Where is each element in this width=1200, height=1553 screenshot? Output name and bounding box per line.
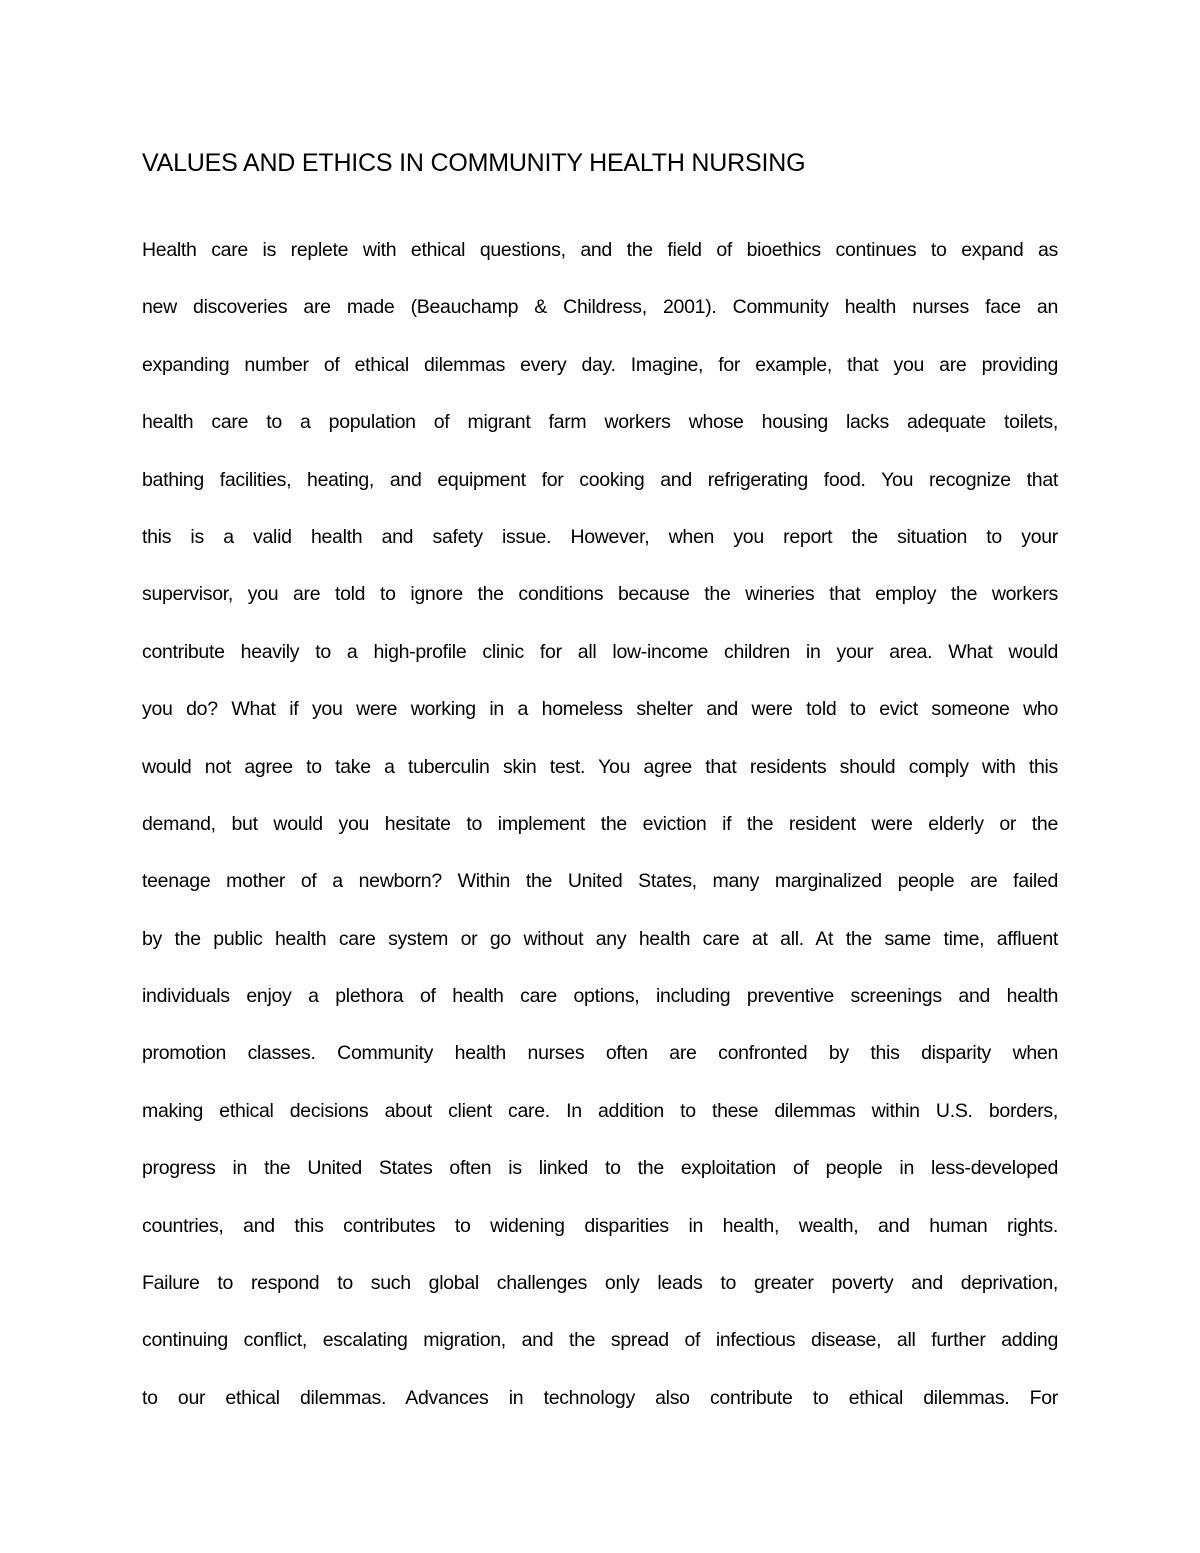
text-line: bathing facilities, heating, and equipment for cooking and refrigerating food. You recognize that [142, 468, 1058, 491]
text-line: expanding number of ethical dilemmas every day. Imagine, for example, that you are providing [142, 353, 1058, 376]
text-line: this is a valid health and safety issue. However, when you report the situation to your [142, 525, 1058, 548]
text-line: teenage mother of a newborn? Within the United States, many marginalized people are failed [142, 870, 1058, 893]
text-line: new discoveries are made (Beauchamp & Childress, 2001). Community health nurses face an [142, 296, 1058, 319]
text-line: would not agree to take a tuberculin skin test. You agree that residents should comply with this [142, 755, 1058, 778]
text-line: countries, and this contributes to widening disparities in health, wealth, and human rights. [142, 1214, 1058, 1237]
text-line: contribute heavily to a high-profile clinic for all low-income children in your area. What would [142, 640, 1058, 663]
text-line: making ethical decisions about client care. In addition to these dilemmas within U.S. borders, [142, 1099, 1058, 1122]
text-line: promotion classes. Community health nurses often are confronted by this disparity when [142, 1042, 1058, 1065]
text-line: by the public health care system or go without any health care at all. At the same time, affluent [142, 927, 1058, 950]
text-line: you do? What if you were working in a homeless shelter and were told to evict someone who [142, 698, 1058, 721]
text-line: progress in the United States often is linked to the exploitation of people in less-developed [142, 1157, 1058, 1180]
text-line: Failure to respond to such global challenges only leads to greater poverty and deprivation, [142, 1272, 1058, 1295]
text-line: demand, but would you hesitate to implement the eviction if the resident were elderly or the [142, 812, 1058, 835]
text-line: individuals enjoy a plethora of health care options, including preventive screenings and health [142, 985, 1058, 1008]
body-paragraph [142, 232, 1058, 1437]
text-line: Health care is replete with ethical questions, and the field of bioethics continues to expand as [142, 239, 1058, 261]
text-line: supervisor, you are told to ignore the conditions because the wineries that employ the workers [142, 583, 1058, 606]
text-line: health care to a population of migrant farm workers whose housing lacks adequate toilets, [142, 411, 1058, 434]
document-title: VALUES AND ETHICS IN COMMUNITY HEALTH NURSING [142, 149, 806, 177]
text-line: to our ethical dilemmas. Advances in technology also contribute to ethical dilemmas. For [142, 1386, 1058, 1409]
text-line: continuing conflict, escalating migration, and the spread of infectious disease, all further adding [142, 1329, 1058, 1352]
